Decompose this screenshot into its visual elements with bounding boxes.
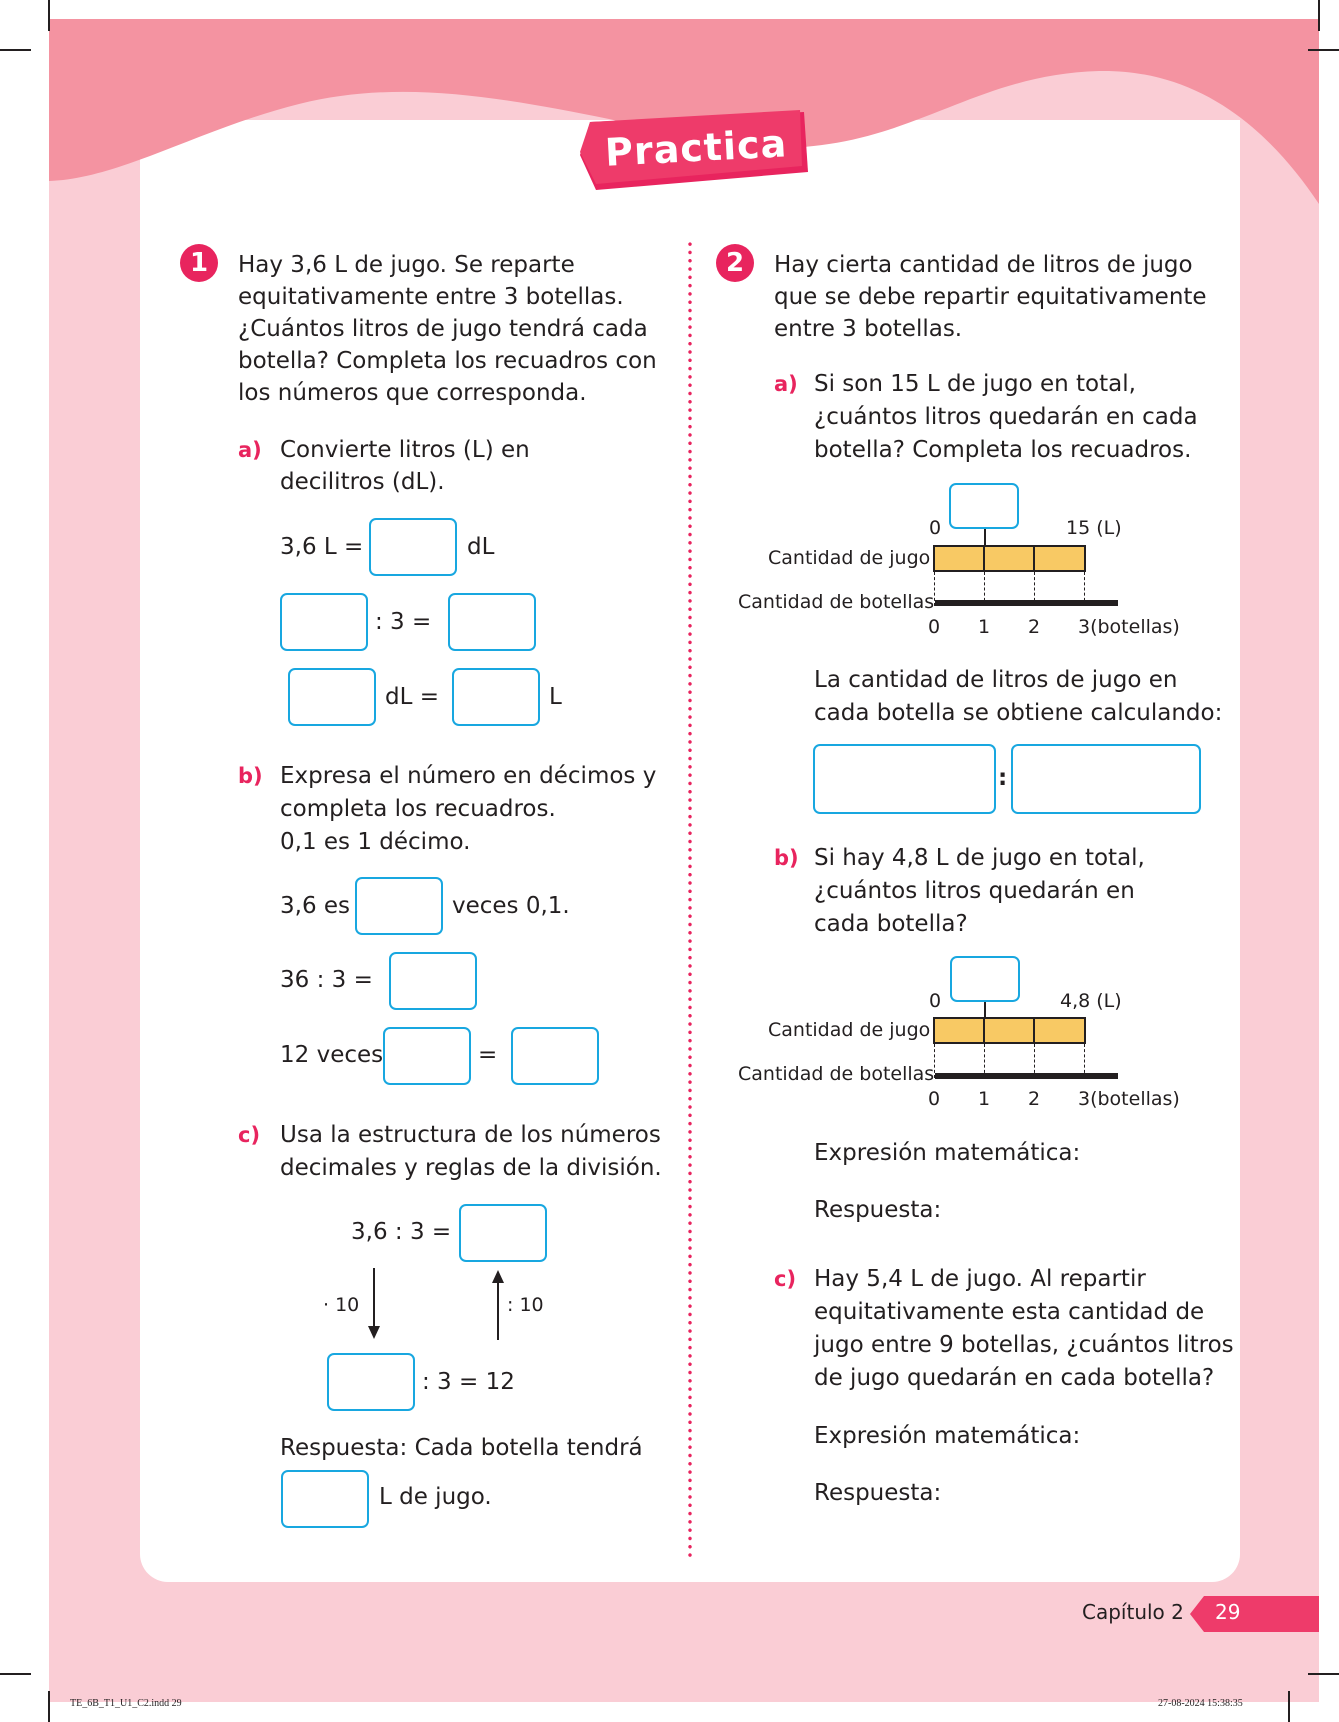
- part-2c-line: de jugo quedarán en cada botella?: [814, 1365, 1215, 1391]
- calc-line: cada botella se obtiene calculando:: [814, 700, 1223, 726]
- bar-segment: [933, 545, 986, 572]
- expression-label-2b: Expresión matemática:: [814, 1140, 1081, 1166]
- multiply-ten-label: · 10: [323, 1294, 360, 1316]
- diagram-total-top: 15 (L): [1066, 517, 1122, 539]
- crop-mark: [48, 1691, 50, 1722]
- answer-box-1a-dividend[interactable]: [280, 593, 368, 651]
- problem-1-line: equitativamente entre 3 botellas.: [238, 284, 624, 310]
- answer-box-1a-quotient[interactable]: [448, 593, 536, 651]
- answer-text: Respuesta: Cada botella tendrá: [280, 1435, 643, 1461]
- answer-box-1b-result[interactable]: [511, 1027, 599, 1085]
- equation-text: : 3 = 12: [422, 1369, 515, 1395]
- answer-box-1c-result[interactable]: [459, 1204, 547, 1262]
- equation-text: veces 0,1.: [452, 893, 570, 919]
- page-number: 29: [1215, 1600, 1241, 1624]
- chapter-label: Capítulo 2: [1082, 1600, 1184, 1624]
- column-divider: [688, 240, 692, 1560]
- answer-unit-text: L de jugo.: [379, 1484, 492, 1510]
- crop-mark: [0, 1673, 31, 1675]
- tick-line: [984, 529, 986, 545]
- equation-text: 3,6 L =: [280, 534, 364, 560]
- bar-segment: [983, 545, 1036, 572]
- equation-text: 36 : 3 =: [280, 967, 373, 993]
- crop-mark: [1308, 49, 1339, 51]
- problem-1-line: los números que corresponda.: [238, 380, 587, 406]
- part-2c-line: Hay 5,4 L de jugo. Al repartir: [814, 1266, 1146, 1292]
- part-1c-line: decimales y reglas de la división.: [280, 1155, 662, 1181]
- unit-text: L: [549, 684, 562, 710]
- part-2b-line: Si hay 4,8 L de jugo en total,: [814, 845, 1145, 871]
- diagram-row-label-bottles: Cantidad de botellas: [738, 591, 935, 613]
- axis-tick-label: 2: [1028, 1088, 1041, 1110]
- division-sign: :: [998, 765, 1008, 791]
- problem-2-line: Hay cierta cantidad de litros de jugo: [774, 252, 1193, 278]
- bar-segment: [1033, 1017, 1086, 1044]
- answer-box-1a-l-result[interactable]: [452, 668, 540, 726]
- axis-tick-label: 3(botellas): [1078, 1088, 1180, 1110]
- part-label-1c: c): [238, 1123, 261, 1147]
- axis-tick-label: 3(botellas): [1078, 616, 1180, 638]
- arrow-down-line: [373, 1268, 375, 1328]
- part-2a-line: Si son 15 L de jugo en total,: [814, 371, 1136, 397]
- diagram-zero-top: 0: [929, 990, 942, 1012]
- equation-text: : 3 =: [375, 609, 432, 635]
- part-label-2b: b): [774, 846, 799, 870]
- part-label-1b: b): [238, 764, 263, 788]
- problem-1-line: Hay 3,6 L de jugo. Se reparte: [238, 252, 575, 278]
- calc-line: La cantidad de litros de jugo en: [814, 667, 1178, 693]
- part-1b-line: Expresa el número en décimos y: [280, 763, 657, 789]
- answer-box-1b-times[interactable]: [355, 877, 443, 935]
- part-1b-line: completa los recuadros.: [280, 796, 556, 822]
- bar-segment: [933, 1017, 986, 1044]
- part-2c-line: jugo entre 9 botellas, ¿cuántos litros: [814, 1332, 1234, 1358]
- axis-tick-label: 2: [1028, 616, 1041, 638]
- part-1a-line: Convierte litros (L) en: [280, 437, 530, 463]
- answer-box-1c-dividend[interactable]: [327, 1353, 415, 1411]
- equation-text: 3,6 : 3 =: [351, 1219, 452, 1245]
- bar-segment: [983, 1017, 1036, 1044]
- crop-mark: [1288, 1691, 1290, 1722]
- diagram-total-top: 4,8 (L): [1060, 990, 1122, 1012]
- print-slug-date: 27-08-2024 15:38:35: [1158, 1698, 1243, 1709]
- bottle-axis: [935, 600, 1118, 606]
- equation-text: =: [478, 1042, 498, 1068]
- problem-2-line: entre 3 botellas.: [774, 316, 963, 342]
- diagram-row-label-bottles: Cantidad de botellas: [738, 1063, 935, 1085]
- divide-ten-label: : 10: [507, 1294, 544, 1316]
- problem-1-line: ¿Cuántos litros de jugo tendrá cada: [238, 316, 648, 342]
- answer-box-2a-dividend[interactable]: [813, 744, 996, 814]
- part-1a-line: decilitros (dL).: [280, 469, 445, 495]
- expression-label-2c: Expresión matemática:: [814, 1423, 1081, 1449]
- crop-mark: [48, 0, 50, 31]
- answer-box-1a-dl-result[interactable]: [288, 668, 376, 726]
- page-title: Practica: [603, 121, 789, 175]
- crop-mark: [1308, 1673, 1339, 1675]
- print-slug-file: TE_6B_T1_U1_C2.indd 29: [70, 1698, 182, 1709]
- part-label-1a: a): [238, 438, 262, 462]
- part-2b-line: ¿cuántos litros quedarán en: [814, 878, 1135, 904]
- answer-box-1c-final[interactable]: [281, 1470, 369, 1528]
- diagram-row-label-juice: Cantidad de jugo: [768, 1019, 931, 1041]
- problem-1-line: botella? Completa los recuadros con: [238, 348, 657, 374]
- equation-text: dL =: [385, 684, 439, 710]
- problem-2-line: que se debe repartir equitativamente: [774, 284, 1207, 310]
- part-1c-line: Usa la estructura de los números: [280, 1122, 661, 1148]
- diagram-row-label-juice: Cantidad de jugo: [768, 547, 931, 569]
- part-2b-line: cada botella?: [814, 911, 968, 937]
- answer-box-2b-per-bottle[interactable]: [950, 956, 1020, 1002]
- answer-box-1b-unit[interactable]: [383, 1027, 471, 1085]
- arrow-up-icon: [492, 1270, 504, 1283]
- part-2c-line: equitativamente esta cantidad de: [814, 1299, 1205, 1325]
- axis-tick-label: 0: [928, 616, 941, 638]
- part-label-2a: a): [774, 372, 798, 396]
- answer-box-2a-per-bottle[interactable]: [949, 483, 1019, 529]
- arrow-down-icon: [368, 1326, 380, 1339]
- part-1b-line: 0,1 es 1 décimo.: [280, 829, 471, 855]
- diagram-zero-top: 0: [929, 517, 942, 539]
- answer-box-1b-quotient[interactable]: [389, 952, 477, 1010]
- answer-box-2a-divisor[interactable]: [1011, 744, 1201, 814]
- crop-mark: [0, 49, 31, 51]
- answer-label-2b: Respuesta:: [814, 1197, 942, 1223]
- bar-segment: [1033, 545, 1086, 572]
- bottle-axis: [935, 1073, 1118, 1079]
- part-2a-line: botella? Completa los recuadros.: [814, 437, 1192, 463]
- axis-tick-label: 0: [928, 1088, 941, 1110]
- crop-mark: [1318, 0, 1320, 31]
- unit-text: dL: [467, 534, 495, 560]
- arrow-up-line: [497, 1282, 499, 1340]
- answer-label-2c: Respuesta:: [814, 1480, 942, 1506]
- axis-tick-label: 1: [978, 616, 991, 638]
- answer-box-1a-dl[interactable]: [369, 518, 457, 576]
- problem-1-badge: 1: [180, 244, 218, 282]
- axis-tick-label: 1: [978, 1088, 991, 1110]
- part-2a-line: ¿cuántos litros quedarán en cada: [814, 404, 1198, 430]
- page-number-tag: [1190, 1596, 1319, 1632]
- problem-2-badge: 2: [716, 244, 754, 282]
- equation-text: 3,6 es: [280, 893, 351, 919]
- equation-text: 12 veces: [280, 1042, 384, 1068]
- tick-line: [984, 1002, 986, 1018]
- part-label-2c: c): [774, 1267, 797, 1291]
